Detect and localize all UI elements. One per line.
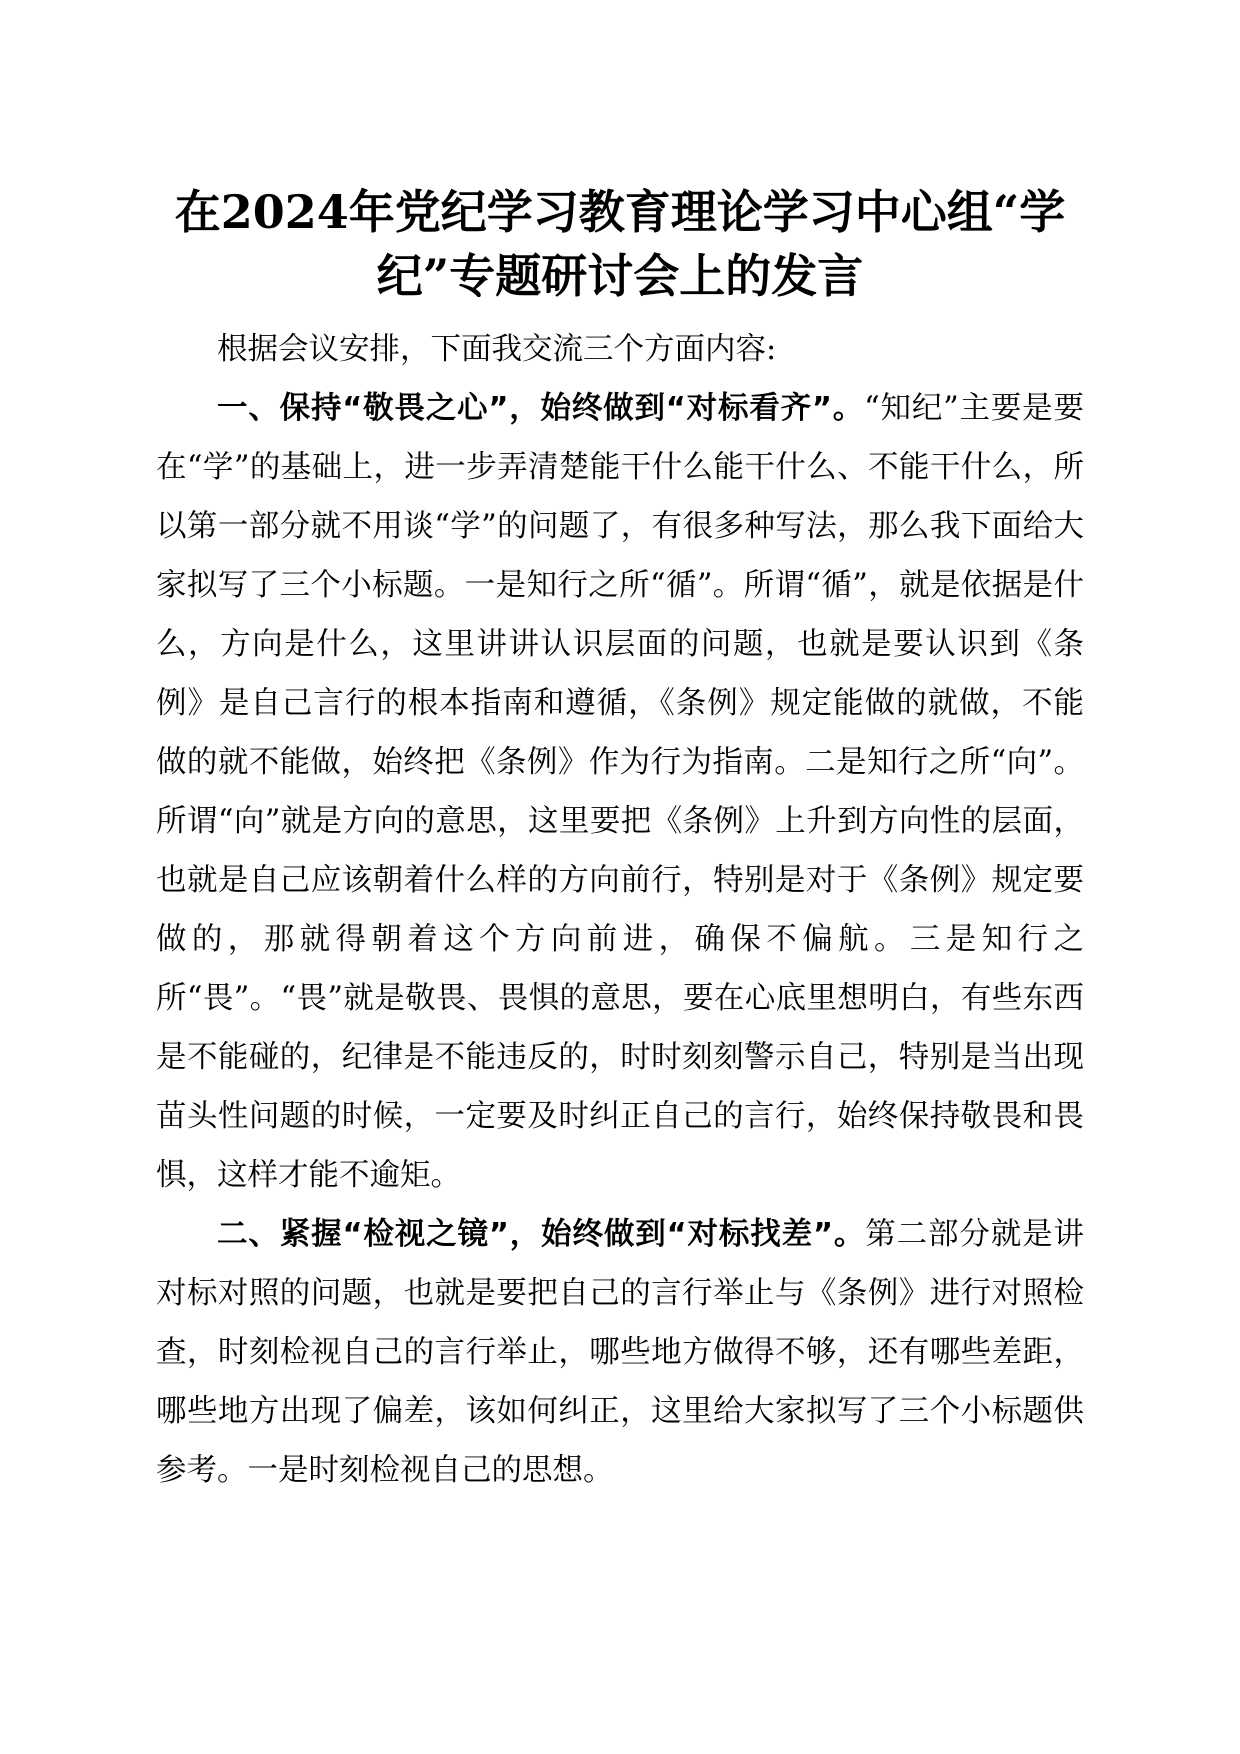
document-body bbox=[156, 320, 1084, 1500]
paragraph-intro-text: 根据会议安排，下面我交流三个方面内容: bbox=[217, 332, 777, 367]
paragraph-intro bbox=[156, 320, 1084, 379]
document-title: 在2024年党纪学习教育理论学习中心组“学纪”专题研讨会上的发言 bbox=[174, 185, 1066, 303]
section-two-heading: 二、紧握“检视之镜”，始终做到“对标找差”。 bbox=[217, 1217, 866, 1252]
section-one-text: “知纪”主要是要在“学”的基础上，进一步弄清楚能干什么能干什么、不能干什么，所以第一部分就不用谈“学”的问题了，有很多种写法，那么我下面给大家拟写了三个小标题。一是知行之所“循”。所谓“循”，就是依据是什么，方向是什么，这里讲讲认识层面的问题，也就是要认识到《条例》是自己言行的根本指南和遵循，《条例》规定能做的就做，不能做的就不能做，始终把《条例》作为行为指南。二是知行之所“向”。所谓“向”就是方向的意思，这里要把《条例》上升到方向性的层面，也就是自己应该朝着什么样的方向前行，特别是对于《条例》规定要做的，那就得朝着这个方向前进，确保不偏航。三是知行之所“畏”。“畏”就是敬畏、畏惧的意思，要在心底里想明白，有些东西是不能碰的，纪律是不能违反的，时时刻刻警示自己，特别是当出现苗头性问题的时候，一定要及时纠正自己的言行，始终保持敬畏和畏惧，这样才能不逾矩。 bbox=[156, 391, 1084, 1193]
section-one-heading: 一、保持“敬畏之心”，始终做到“对标看齐”。 bbox=[217, 391, 865, 426]
section-two-text: 第二部分就是讲对标对照的问题，也就是要把自己的言行举止与《条例》进行对照检查，时刻检视自己的言行举止，哪些地方做得不够，还有哪些差距，哪些地方出现了偏差，该如何纠正，这里给大家拟写了三个小标题供参考。一是时刻检视自己的思想。 bbox=[156, 1217, 1085, 1488]
paragraph-section-one bbox=[156, 379, 1084, 1205]
paragraph-section-two bbox=[156, 1205, 1084, 1500]
